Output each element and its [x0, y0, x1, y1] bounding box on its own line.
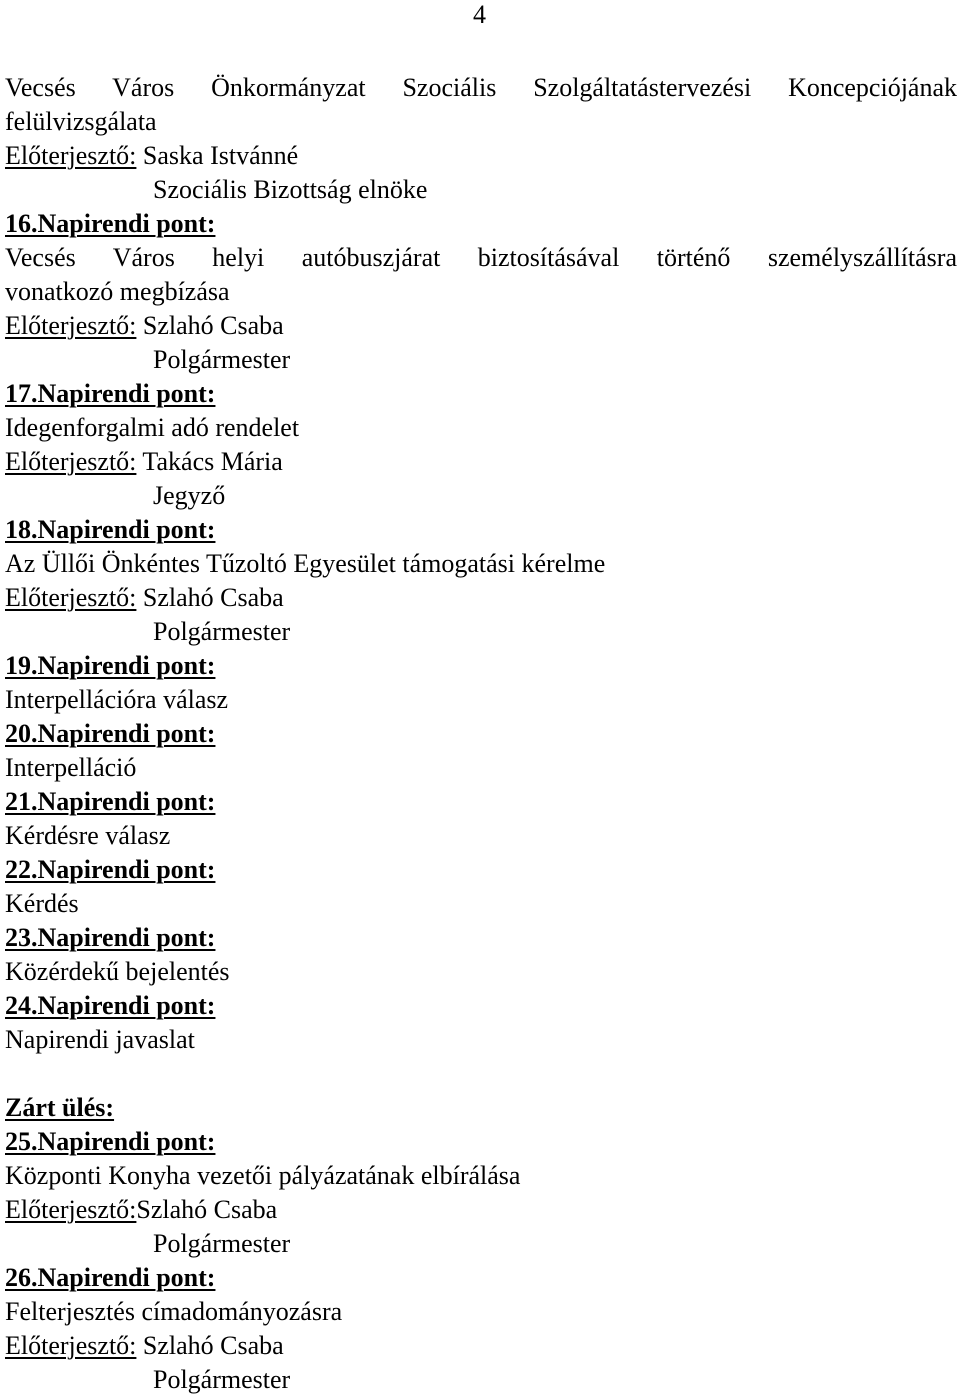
- presenter-label: Előterjesztő:: [5, 311, 137, 340]
- agenda-heading: 25.Napirendi pont:: [5, 1127, 216, 1156]
- agenda-heading: 21.Napirendi pont:: [5, 787, 216, 816]
- agenda-item-title-cont: vonatkozó megbízása: [5, 277, 230, 306]
- agenda-heading: 19.Napirendi pont:: [5, 651, 216, 680]
- presenter-line: [5, 581, 957, 615]
- presenter-name: Szlahó Csaba: [136, 1331, 284, 1360]
- presenter-line: [5, 139, 957, 173]
- agenda-item-title: Napirendi javaslat: [5, 1025, 195, 1054]
- agenda-item-title: Idegenforgalmi adó rendelet: [5, 413, 300, 442]
- spacer: [5, 1057, 957, 1091]
- presenter-label: Előterjesztő:: [5, 141, 137, 170]
- agenda-item-title: Kérdésre válasz: [5, 821, 171, 850]
- presenter-name: Takács Mária: [136, 447, 283, 476]
- presenter-role: Szociális Bizottság elnöke: [153, 175, 428, 204]
- agenda-heading: 17.Napirendi pont:: [5, 379, 216, 408]
- presenter-line: [5, 1329, 957, 1363]
- agenda-heading: 18.Napirendi pont:: [5, 515, 216, 544]
- agenda-heading: 24.Napirendi pont:: [5, 991, 216, 1020]
- presenter-label: Előterjesztő:: [5, 447, 137, 476]
- presenter-name: Saska Istvánné: [136, 141, 299, 170]
- presenter-name: Szlahó Csaba: [136, 1195, 278, 1224]
- presenter-name: Szlahó Csaba: [136, 583, 284, 612]
- presenter-role: Jegyző: [153, 481, 226, 510]
- agenda-item-title: Interpelláció: [5, 753, 137, 782]
- presenter-line: [5, 445, 957, 479]
- agenda-heading: 26.Napirendi pont:: [5, 1263, 216, 1292]
- presenter-role: Polgármester: [153, 617, 291, 646]
- agenda-heading: 20.Napirendi pont:: [5, 719, 216, 748]
- presenter-line: [5, 309, 957, 343]
- agenda-document: [5, 71, 957, 1397]
- presenter-label: Előterjesztő:: [5, 583, 137, 612]
- agenda-heading: 22.Napirendi pont:: [5, 855, 216, 884]
- agenda-item-title: Kérdés: [5, 889, 79, 918]
- presenter-line: [5, 1193, 957, 1227]
- agenda-heading: 16.Napirendi pont:: [5, 209, 216, 238]
- agenda-item-title: Felterjesztés címadományozásra: [5, 1297, 343, 1326]
- agenda-item-title-cont: felülvizsgálata: [5, 107, 157, 136]
- page-number: 4: [473, 0, 486, 29]
- presenter-role: Polgármester: [153, 1365, 291, 1394]
- agenda-item-title: Vecsés Város Önkormányzat Szociális Szolgáltatástervezési Koncepciójának: [5, 73, 957, 102]
- agenda-item-title: Közérdekű bejelentés: [5, 957, 230, 986]
- presenter-role: Polgármester: [153, 1229, 291, 1258]
- agenda-item-title: Központi Konyha vezetői pályázatának elbírálása: [5, 1161, 521, 1190]
- presenter-label: Előterjesztő:: [5, 1331, 137, 1360]
- presenter-name: Szlahó Csaba: [136, 311, 284, 340]
- agenda-item-title: Az Üllői Önkéntes Tűzoltó Egyesület támogatási kérelme: [5, 549, 606, 578]
- presenter-role: Polgármester: [153, 345, 291, 374]
- closed-session-heading: Zárt ülés:: [5, 1093, 115, 1122]
- presenter-label: Előterjesztő:: [5, 1195, 137, 1224]
- agenda-heading: 23.Napirendi pont:: [5, 923, 216, 952]
- agenda-item-title: Interpellációra válasz: [5, 685, 229, 714]
- agenda-item-title: Vecsés Város helyi autóbuszjárat biztosításával történő személyszállításra: [5, 243, 957, 272]
